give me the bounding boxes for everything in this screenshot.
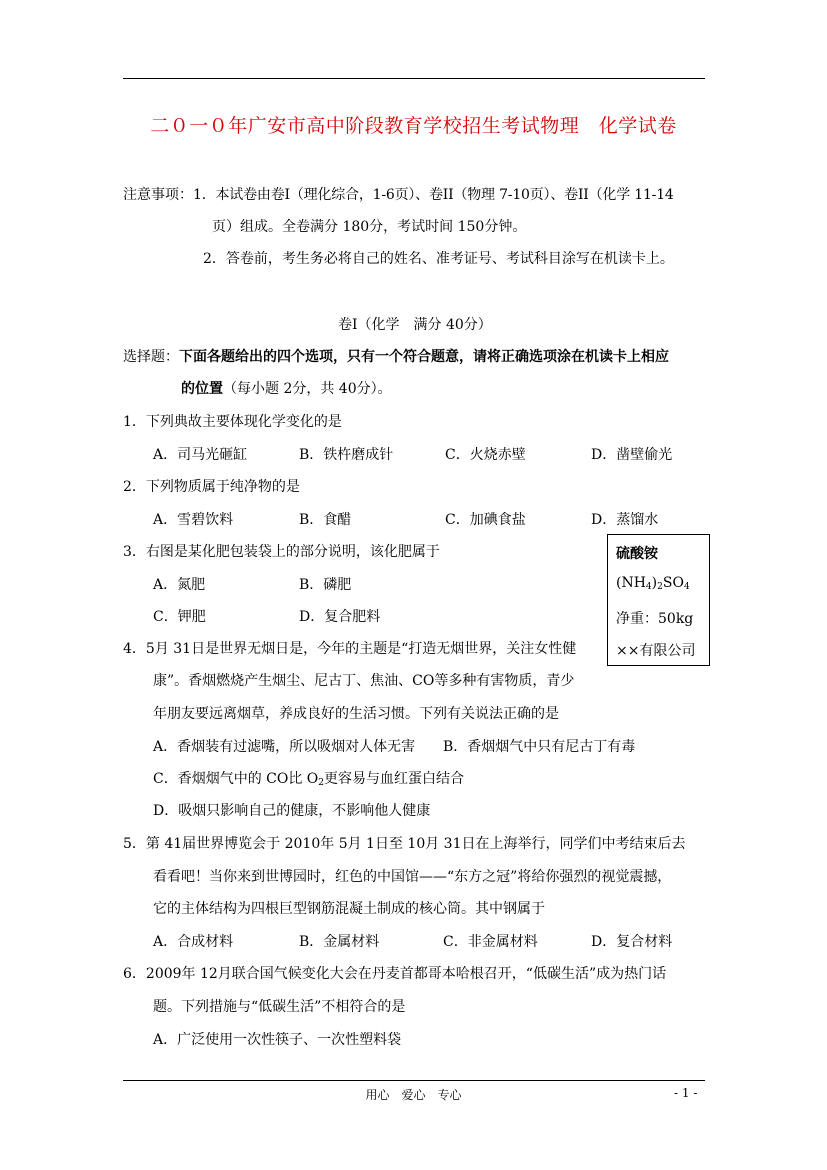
section-heading: 卷Ⅰ（化学 满分 40分） bbox=[338, 317, 492, 333]
q6-stem-line-2: 题。下列措施与“低碳生活”不相符合的是 bbox=[153, 999, 406, 1015]
instructions-tail: （每小题 2分，共 40分）。 bbox=[223, 381, 392, 397]
q5-option-b: B．金属材料 bbox=[299, 934, 380, 950]
q5-option-c: C．非金属材料 bbox=[443, 934, 538, 950]
q5-stem-line-2: 看看吧！当你来到世博园时，红色的中国馆——“东方之冠”将给你强烈的视觉震撼， bbox=[153, 869, 672, 885]
fertilizer-weight: 净重：50kg bbox=[616, 611, 694, 627]
q2-stem: 2．下列物质属于纯净物的是 bbox=[123, 479, 300, 495]
page-number: - 1 - bbox=[674, 1086, 698, 1100]
notice-line-3: 2．答卷前，考生务必将自己的姓名、准考证号、考试科目涂写在机读卡上。 bbox=[203, 251, 674, 267]
q4-stem-line-1: 4．5月 31日是世界无烟日是，今年的主题是“打造无烟世界，关注女性健 bbox=[123, 641, 577, 657]
q4-stem-line-3: 年朋友要远离烟草，养成良好的生活习惯。下列有关说法正确的是 bbox=[153, 706, 559, 722]
fertilizer-name: 硫酸铵 bbox=[616, 546, 658, 562]
fertilizer-company: ××有限公司 bbox=[616, 643, 696, 659]
notice-line-1: 1．本试卷由卷Ⅰ（理化综合，1-6页）、卷II（物理 7-10页）、卷II（化学 11-14 bbox=[193, 187, 674, 203]
q6-stem-line-1: 6．2009年 12月联合国气候变化大会在丹麦首都哥本哈根召开，“低碳生活”成为热门话 bbox=[123, 966, 667, 982]
notice-label: 注意事项： bbox=[123, 187, 193, 203]
q3-option-c: C．钾肥 bbox=[153, 609, 206, 625]
q1-stem: 1．下列典故主要体现化学变化的是 bbox=[123, 414, 342, 430]
footer-rule bbox=[123, 1080, 705, 1081]
fertilizer-label-box bbox=[607, 534, 710, 666]
instructions-bold-2: 的位置 bbox=[181, 381, 223, 397]
q2-option-d: D．蒸馏水 bbox=[591, 512, 659, 528]
q4-stem-line-2: 康”。香烟燃烧产生烟尘、尼古丁、焦油、CO等多种有害物质，青少 bbox=[153, 673, 575, 689]
page-title: 二０一０年广安市高中阶段教育学校招生考试物理 化学试卷 bbox=[150, 115, 677, 137]
notice-line-2: 页）组成。全卷满分 180分，考试时间 150分钟。 bbox=[212, 219, 527, 235]
q1-option-c: C．火烧赤壁 bbox=[445, 447, 526, 463]
q3-option-a: A．氮肥 bbox=[153, 577, 206, 593]
q5-stem-line-1: 5．第 41届世界博览会于 2010年 5月 1日至 10月 31日在上海举行，同学们中考结束后去 bbox=[123, 836, 686, 852]
instructions-bold-1: 下面各题给出的四个选项，只有一个符合题意，请将正确选项涂在机读卡上相应 bbox=[179, 349, 669, 365]
fertilizer-formula: $(NH_4)_2SO_4$ bbox=[616, 575, 690, 592]
instructions-line-2 bbox=[181, 378, 392, 398]
q2-option-c: C．加碘食盐 bbox=[445, 512, 526, 528]
footer-motto: 用心 爱心 专心 bbox=[365, 1088, 462, 1102]
q4-option-b: B．香烟烟气中只有尼古丁有毒 bbox=[443, 739, 636, 755]
q3-option-b: B．磷肥 bbox=[299, 577, 352, 593]
q5-stem-line-3: 它的主体结构为四根巨型钢筋混凝土制成的核心筒。其中钢属于 bbox=[153, 901, 545, 917]
instructions-line-1 bbox=[123, 346, 669, 366]
q1-option-a: A．司马光砸缸 bbox=[153, 447, 248, 463]
q2-option-a: A．雪碧饮料 bbox=[153, 512, 234, 528]
q6-option-a: A．广泛使用一次性筷子、一次性塑料袋 bbox=[153, 1032, 402, 1048]
q4-option-a: A．香烟装有过滤嘴，所以吸烟对人体无害 bbox=[153, 739, 416, 755]
header-rule bbox=[123, 78, 705, 79]
q5-option-a: A．合成材料 bbox=[153, 934, 234, 950]
q1-option-b: B．铁杵磨成针 bbox=[299, 447, 394, 463]
q5-option-d: D．复合材料 bbox=[591, 934, 673, 950]
instructions-label: 选择题： bbox=[123, 349, 179, 365]
q1-option-d: D．凿壁偷光 bbox=[591, 447, 673, 463]
q2-option-b: B．食醋 bbox=[299, 512, 352, 528]
q4-option-c: C．香烟烟气中的 CO比 $O_2$更容易与血红蛋白结合 bbox=[153, 771, 465, 788]
q4-option-d: D．吸烟只影响自己的健康，不影响他人健康 bbox=[153, 803, 431, 819]
q3-option-d: D．复合肥料 bbox=[299, 609, 381, 625]
q3-stem: 3．右图是某化肥包装袋上的部分说明，该化肥属于 bbox=[123, 544, 440, 560]
